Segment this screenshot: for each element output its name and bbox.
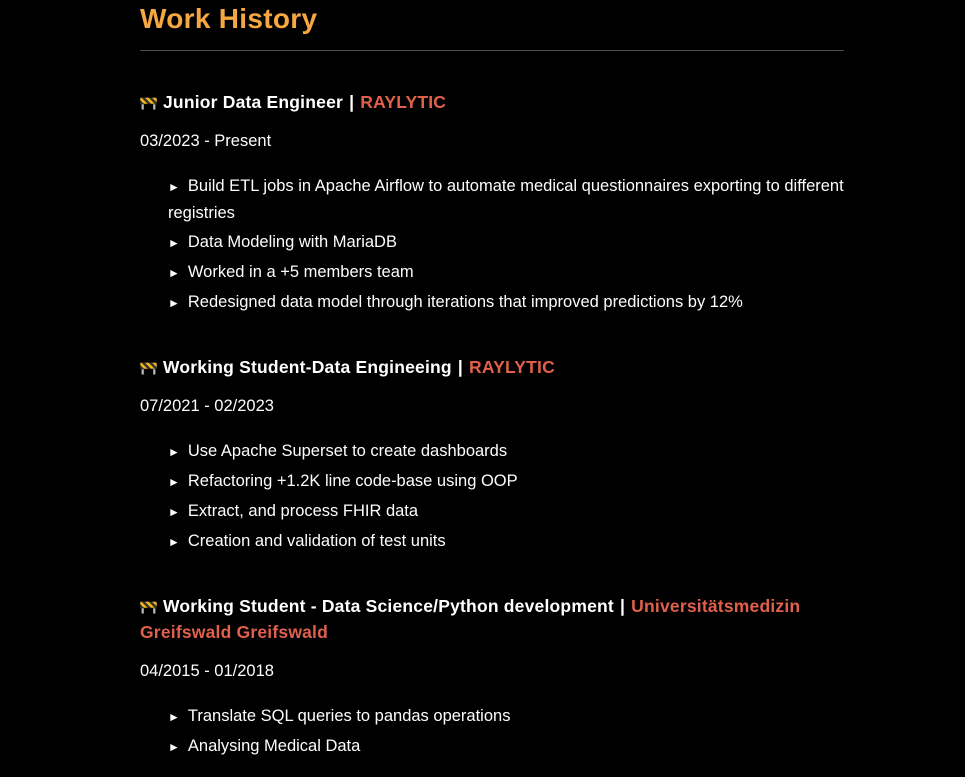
bullet-text: Redesigned data model through iterations that improved predictions by 12% — [187, 292, 743, 311]
bullet-text: Data Modeling with MariaDB — [187, 232, 397, 251]
bullet-marker-icon: ► — [168, 474, 180, 489]
bullet-marker-icon: ► — [168, 265, 180, 280]
job-bullet — [168, 528, 844, 555]
job-entry — [140, 593, 844, 760]
job-role: Junior Data Engineer — [163, 91, 344, 112]
bullet-marker-icon: ► — [168, 179, 180, 194]
job-bullet — [168, 259, 844, 286]
bullet-marker-icon: ► — [168, 739, 180, 754]
job-heading — [140, 593, 844, 645]
role-company-separator: | — [620, 595, 626, 616]
job-entry — [140, 354, 844, 555]
bullet-marker-icon: ► — [168, 504, 180, 519]
job-list — [140, 89, 844, 760]
job-bullet — [168, 733, 844, 760]
bullet-marker-icon: ► — [168, 534, 180, 549]
job-bullet — [168, 173, 844, 226]
bullet-text: Refactoring +1.2K line code-base using OOP — [187, 471, 518, 490]
job-bullet — [168, 438, 844, 465]
job-dates: 07/2021 - 02/2023 — [140, 396, 274, 415]
bullet-text: Creation and validation of test units — [187, 531, 446, 550]
content-column — [140, 0, 844, 760]
job-heading — [140, 354, 844, 380]
construction-sign-icon — [140, 89, 157, 115]
job-dates: 04/2015 - 01/2018 — [140, 661, 274, 680]
title-divider — [140, 50, 844, 51]
company-link[interactable]: RAYLYTIC — [469, 356, 555, 377]
bullet-text: Analysing Medical Data — [187, 736, 361, 755]
job-bullet — [168, 703, 844, 730]
bullet-marker-icon: ► — [168, 235, 180, 250]
bullet-marker-icon: ► — [168, 295, 180, 310]
job-dates: 03/2023 - Present — [140, 131, 272, 150]
job-bullet — [168, 229, 844, 256]
job-bullet-list — [140, 438, 844, 555]
page-title: Work History — [140, 3, 318, 34]
role-company-separator: | — [457, 356, 463, 377]
job-bullet — [168, 289, 844, 316]
construction-sign-icon — [140, 593, 157, 619]
job-role: Working Student-Data Engineeing — [163, 356, 452, 377]
job-heading — [140, 89, 844, 115]
bullet-marker-icon: ► — [168, 444, 180, 459]
bullet-marker-icon: ► — [168, 709, 180, 724]
job-bullet — [168, 468, 844, 495]
company-link[interactable]: Universitätsmedizin Greifswald Greifswald — [140, 595, 801, 642]
job-bullet — [168, 498, 844, 525]
bullet-text: Build ETL jobs in Apache Airﬂow to automate medical questionnaires exporting to different registries — [168, 176, 844, 222]
bullet-text: Translate SQL queries to pandas operations — [187, 706, 511, 725]
job-bullet-list — [140, 703, 844, 760]
job-role: Working Student - Data Science/Python development — [163, 595, 614, 616]
company-link[interactable]: RAYLYTIC — [360, 91, 447, 112]
bullet-text: Extract, and process FHIR data — [187, 501, 419, 520]
bullet-text: Use Apache Superset to create dashboards — [187, 441, 508, 460]
bullet-text: Worked in a +5 members team — [187, 262, 414, 281]
job-bullet-list — [140, 173, 844, 316]
construction-sign-icon — [140, 354, 157, 380]
role-company-separator: | — [349, 91, 355, 112]
job-entry — [140, 89, 844, 316]
